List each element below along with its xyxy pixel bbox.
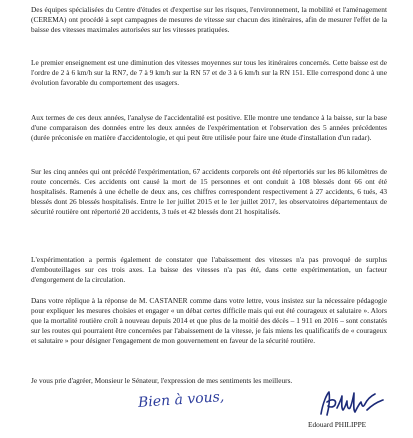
- signer-name: Edouard PHILIPPE: [308, 420, 367, 429]
- paragraph-cerema: Des équipes spécialisées du Centre d'études et d'expertise sur les risques, l'environnement, la mobilité et l'aménagement (CEREMA) ont procédé à sept campagnes de mesures de vitesse sur chacun des itinéraires, afin de mesurer l'effet de la baisse des vitesses maximales autorisées sur les vitesses pratiquées.: [31, 5, 387, 34]
- paragraph-first-finding: Le premier enseignement est une diminution des vitesses moyennes sur tous les itinéraires concernés. Cette baisse est de l'ordre de 2 à 6 km/h sur la RN7, de 7 à 9 km/h sur la RN 57 et de 3 à 6 km/h sur la RN 151. Elle correspond donc à une évolution favorable du comportement des usagers.: [31, 58, 387, 87]
- paragraph-accidents-analysis: Aux termes de ces deux années, l'analyse de l'accidentalité est positive. Elle montre une tendance à la baisse, sur la base d'une comparaison des données entre les deux années de l'expérimentation et l'observation des 5 années précédentes (durée préconisée en matière d'accidentologie, et qui peut être utilisée pour faire une étude d'installation d'un radar).: [31, 113, 387, 142]
- handwritten-greeting: Bien à vous,: [137, 389, 225, 411]
- paragraph-traffic: L'expérimentation a permis également de constater que l'abaissement des vitesses n'a pas provoqué de surplus d'embouteillages sur ces trois axes. La baisse des vitesses n'a pas été, dans cette expérimentation, un facteur d'engorgement de la circulation.: [31, 255, 387, 284]
- paragraph-reply: Dans votre réplique à la réponse de M. CASTANER comme dans votre lettre, vous insistez sur la nécessaire pédagogie pour expliquer les mesures choisies et engager « un débat certes difficile mais qui eut été courageux et salutaire ». Alors que la mortalité routière croît à nouveau depuis 2014 et que plus de la moitié des décès – 1 911 en 2016 – sont constatés sur les routes qui pourraient être concernées par l'abaissement de la vitesse, je fais miens les qualificatifs de « courageux et salutaire » pour désigner l'engagement de mon gouvernement en faveur de la sécurité routière.: [31, 296, 387, 345]
- signature-icon: [317, 388, 387, 418]
- paragraph-statistics: Sur les cinq années qui ont précédé l'expérimentation, 67 accidents corporels ont été répertoriés sur les 86 kilomètres de route concernés. Ces accidents ont causé la mort de 15 personnes et ont conduit à 108 blessés dont 66 ont été hospitalisés. Ramenés à une échelle de deux ans, ces chiffres correspondent respectivement à 27 accidents, 6 tués, 43 blessés dont 26 blessés hospitalisés. Entre le 1er juillet 2015 et le 1er juillet 2017, les observatoires départementaux de sécurité routière ont répertorié 20 accidents, 3 tués et 42 blessés dont 21 hospitalisés.: [31, 167, 387, 216]
- closing-formula: Je vous prie d'agréer, Monsieur le Sénateur, l'expression de mes sentiments les meilleurs.: [31, 376, 293, 385]
